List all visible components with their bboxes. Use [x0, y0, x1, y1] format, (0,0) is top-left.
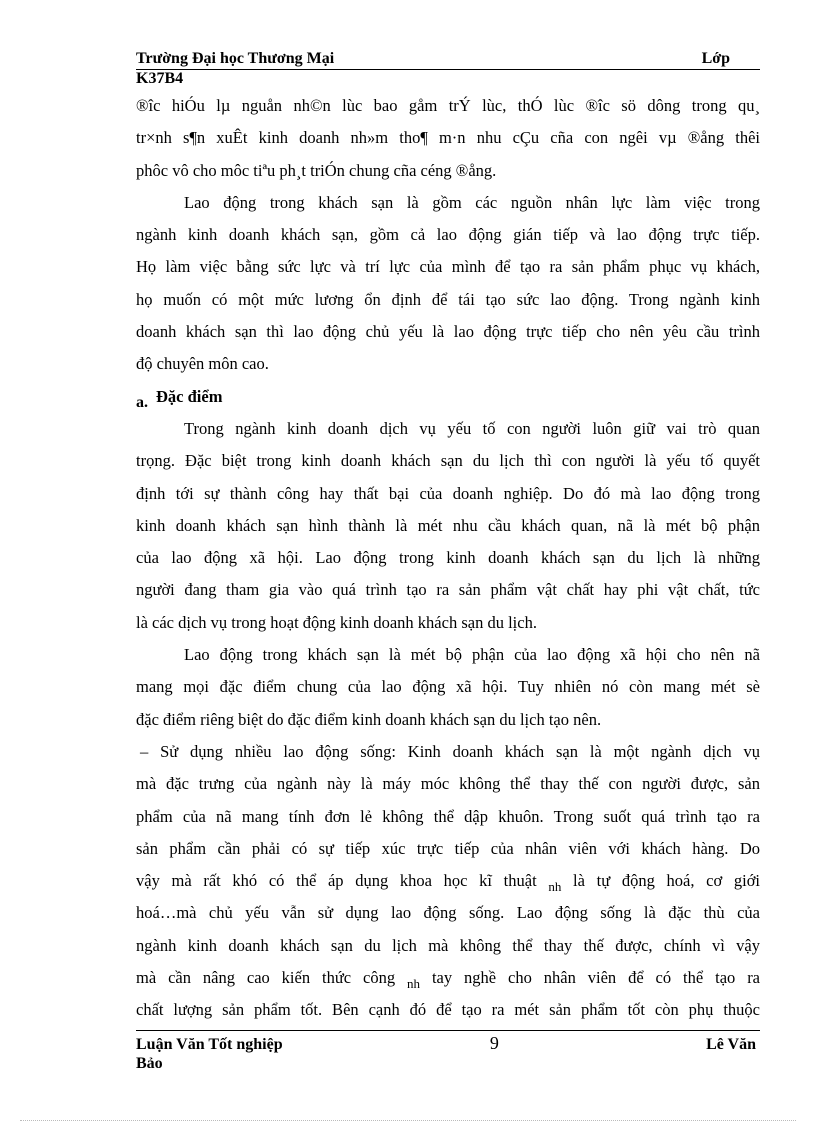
- school-name: Trường Đại học Thương Mại: [136, 50, 335, 67]
- text-line: định tới sự thành công hay thất bại của doanh nghiệp. Do đó mà lao động trong: [136, 483, 760, 503]
- thesis-text: Luận Văn Tốt nghiệp: [136, 1036, 283, 1053]
- text-line: hoá…mà chủ yếu vẫn sử dụng lao động sống. Lao động sống là đặc thù của: [136, 903, 760, 923]
- text-line: Họ làm việc bằng sức lực và trí lực của mình để tạo ra sản phẩm phục vụ khách,: [136, 257, 760, 277]
- text-line: doanh khách sạn thì lao động chủ yếu là lao động trực tiếp cho nên yêu cầu trình: [136, 322, 760, 342]
- text-line: sản phẩm cần phải có sự tiếp xúc trực tiếp của nhân viên với khách hàng. Do: [136, 838, 760, 858]
- text-line: ngành kinh doanh khách sạn, gồm cả lao động gián tiếp và lao động trực tiếp.: [136, 225, 760, 245]
- thesis-label: [136, 1036, 283, 1054]
- text-line: [136, 962, 760, 994]
- text-segment: là tự động hoá, cơ giới: [573, 871, 761, 891]
- footer-rule: [136, 1030, 760, 1031]
- text-segment: vậy mà rất khó có thể áp dụng khoa học kĩ thuật: [136, 871, 537, 891]
- text-line: họ muốn có một mức lương ổn định để tái tạo sức lao động. Trong ngành kinh: [136, 289, 760, 309]
- class-code: K37B4: [136, 70, 184, 87]
- text-line: trọng. Đặc biệt trong kinh doanh khách sạn du lịch thì con người là yếu tố quyết: [136, 451, 760, 471]
- author-last: Bảo: [136, 1055, 163, 1072]
- text-line: Lao động trong khách sạn là gồm các nguồn nhân lực làm việc trong: [184, 192, 760, 212]
- page-bottom-divider: [20, 1120, 796, 1121]
- author-first: Lê Văn: [706, 1036, 756, 1053]
- page-header: [136, 50, 760, 69]
- text-line: đặc điểm riêng biệt do đặc điểm kinh doanh khách sạn du lịch tạo nên.: [136, 709, 602, 729]
- text-line: độ chuyên môn cao.: [136, 354, 269, 374]
- text-segment: mà cần nâng cao kiến thức công: [136, 968, 396, 988]
- text-line: phẩm của nã mang tính đơn lẻ không thể dập khuôn. Trong suốt quá trình tạo ra: [136, 806, 760, 826]
- document-body: [136, 90, 760, 1027]
- text-line: – Sử dụng nhiều lao động sống: Kinh doanh khách sạn là một ngành dịch vụ: [140, 741, 760, 761]
- text-segment: tay nghề cho nhân viên để có thể tạo ra: [431, 968, 761, 988]
- text-line: người đang tham gia vào quá trình tạo ra sản phẩm vật chất hay phi vật chất, tức: [136, 580, 760, 600]
- text-line: ®îc hiÓu lµ nguån nh©n lùc bao gåm trÝ lùc, thÓ lùc ®îc sö dông trong qu¸: [136, 96, 760, 115]
- text-line: chất lượng sản phẩm tốt. Bên cạnh đó để tạo ra mét sản phẩm tốt còn phụ thuộc: [136, 1000, 760, 1020]
- page-number: 9: [489, 1033, 499, 1053]
- section-heading: [136, 381, 760, 413]
- section-title: Đặc điểm: [156, 386, 223, 406]
- section-letter: a.: [136, 393, 148, 411]
- text-line: của lao động xã hội. Lao động trong kinh doanh khách sạn du lịch là những: [136, 548, 760, 568]
- text-line: [136, 865, 760, 897]
- text-line: Trong ngành kinh doanh dịch vụ yếu tố con người luôn giữ vai trò quan: [184, 418, 760, 438]
- text-line: kinh doanh khách sạn hình thành là mét nhu cầu khách quan, nã là mét bộ phận: [136, 515, 760, 535]
- subscript-fragment: nh: [548, 879, 562, 895]
- subscript-fragment: nh: [407, 976, 421, 992]
- text-line: mang mọi đặc điểm chung của lao động xã hội. Tuy nhiên nó còn mang mét sè: [136, 677, 760, 697]
- text-line: mà đặc trưng của ngành này là máy móc không thể thay thế con người được, sản: [136, 774, 760, 794]
- text-line: ngành kinh doanh khách sạn du lịch mà không thể thay thế được, chính vì vậy: [136, 935, 760, 955]
- page-footer: [136, 1032, 760, 1054]
- text-line: phôc vô cho môc tiªu ph¸t triÓn chung cña céng ®ång.: [136, 160, 497, 180]
- class-label: Lớp: [701, 50, 730, 67]
- text-line: tr×nh s¶n xuÊt kinh doanh nh»m tho¶ m·n nhu cÇu cña con ngêi vµ ®ång thêi: [136, 128, 760, 148]
- text-line: là các dịch vụ trong hoạt động kinh doanh khách sạn du lịch.: [136, 612, 537, 632]
- text-line: Lao động trong khách sạn là mét bộ phận của lao động xã hội cho nên nã: [184, 645, 760, 665]
- header-rule: [136, 69, 760, 70]
